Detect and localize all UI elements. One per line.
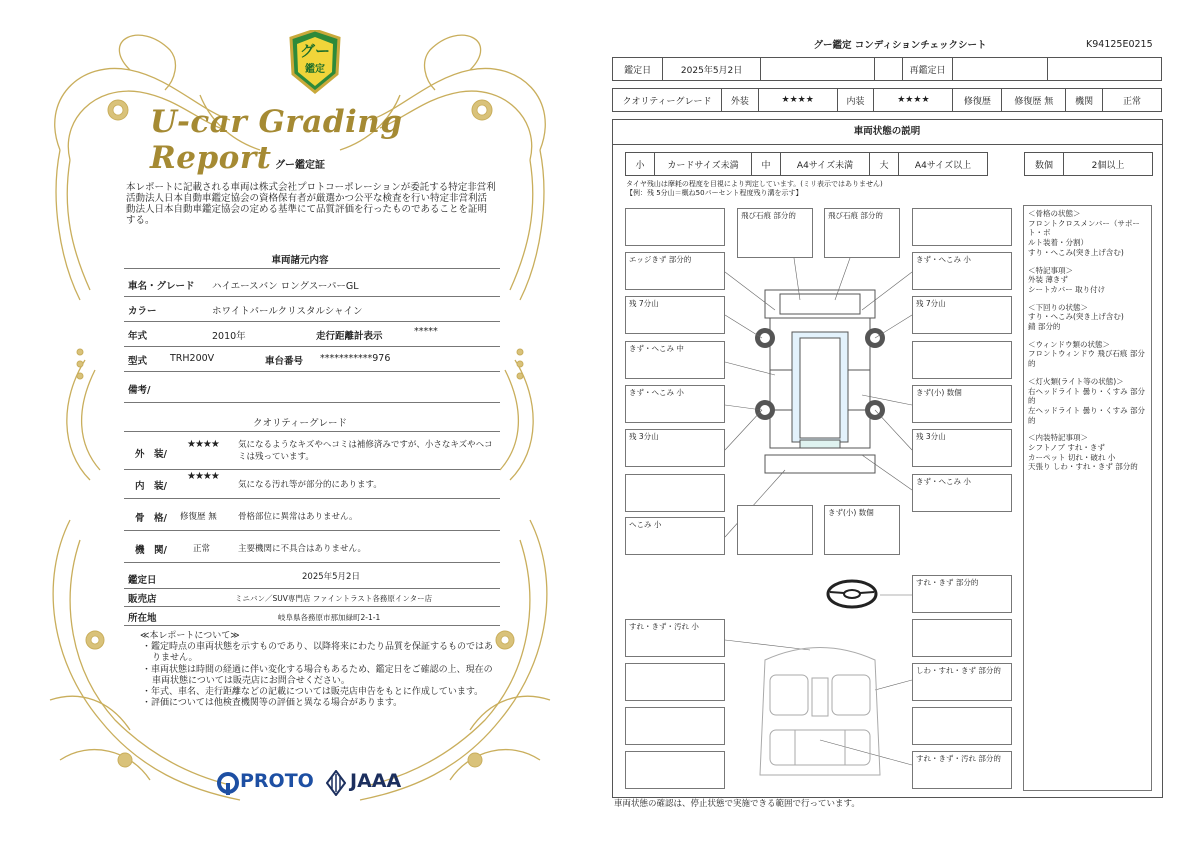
note-item: ・年式、車名、走行距離などの記載については販売店申告をもとに作成しています。 [142,687,484,698]
damage-box [625,208,725,246]
special-note-line: 左ヘッドライト 曇り・くすみ 部分的 [1028,405,1146,425]
damage-box [912,341,1012,379]
divider [124,371,500,372]
interior-stars: ★★★★ [874,89,953,112]
proto-logo-text: PROTO [240,770,314,792]
frame-value: 修復歴 無 [180,512,217,522]
engine-value: 正常 [193,544,211,554]
special-note-line: すり・へこみ(突き上げ含む) [1028,312,1124,322]
steering-wheel-icon [825,578,879,610]
report-notes [140,631,500,709]
steering-box: すれ・きず 部分的 [912,575,1012,613]
divider [124,469,500,470]
special-note-line: 外装 薄きず [1028,275,1068,285]
special-note-line: ＜下回りの状態＞ [1028,302,1088,312]
color-label: カラー [128,306,157,317]
interior-label: 内装 [837,89,874,112]
damage-box-r5: きず(小) 数個 [912,385,1012,423]
report-title: U-car Grading Report [150,104,403,176]
jaaa-logo-text: JAAA [350,770,402,792]
exterior-stars: ★★★★ [187,439,219,450]
special-note-line: シートカバー 取り付け [1028,284,1106,294]
note-item: ・車両状態は時間の経過に伴い変化する場合もあるため、鑑定日をご確認の上、現在の車両状態については販売店にお問合せください。 [142,664,493,686]
interior-box [912,619,1012,657]
exterior-text: 気になるようなキズやヘコミは補修済みですが、小さなキズやヘコミは残っています。 [238,440,493,462]
damage-box-l8: へこみ 小 [625,517,725,555]
note-item: ・評価については他検査機関等の評価と異なる場合があります。 [142,698,403,709]
special-note-line: ＜ウィンドウ類の状態＞ [1028,339,1111,349]
divider [124,562,500,563]
document-id: K94125E0215 [1086,39,1153,50]
sheet-footer-note: 車両状態の確認は、停止状態で実施できる範囲で行っています。 [614,799,860,809]
special-note-line: ＜骨格の状態＞ [1028,209,1081,218]
engine-text: 主要機関に不具合はありません。 [238,544,367,554]
model-value: TRH200V [170,353,215,364]
special-note-line: カーペット 切れ・破れ 小 [1028,452,1116,462]
remarks-label: 備考/ [128,385,151,396]
exterior-label: 外装 [722,89,759,112]
jaaa-logo-icon [326,770,346,796]
quality-grade-label: クオリティーグレード [613,89,722,112]
damage-box-l4: きず・へこみ 中 [625,341,725,379]
badge-line1: グー [299,42,330,60]
frame-text: 骨格部位に異常はありません。 [238,512,358,522]
divider [124,296,500,297]
damage-box-front-right: 飛び石痕 部分的 [824,208,900,258]
spec-section-title: 車両諸元内容 [271,255,329,266]
repair-history-value: 修復歴 無 [1002,89,1066,112]
damage-box-r2: きず・へこみ 小 [912,252,1012,290]
interior-box-r2: しわ・すれ・きず 部分的 [912,663,1012,701]
special-note-line: 右ヘッドライト 曇り・くすみ 部分的 [1028,386,1146,406]
divider [124,431,500,432]
interior-box [625,751,725,789]
dealer-value: ミニバン／SUV専門店 ファイントラスト各務原インター店 [235,594,433,603]
legend-count-desc: 2個以上 [1064,153,1153,176]
repair-history-label: 修復歴 [953,89,1002,112]
special-note-line: シフトノブ すれ・きず [1028,443,1105,453]
divider [124,530,500,531]
interior-box [625,707,725,745]
damage-box [912,208,1012,246]
damage-box-l2: エッジきず 部分的 [625,252,725,290]
notes-title: ≪本レポートについて≫ [140,631,240,641]
vehicle-state-title: 車両状態の説明 [612,119,1162,145]
exterior-label: 外 装/ [135,449,167,460]
legend-small-desc: カードサイズ未満 [655,153,752,176]
divider [124,268,500,269]
special-note-line: ＜特記事項＞ [1028,265,1073,275]
appraisal-date-label: 鑑定日 [128,575,157,586]
reappraisal-label: 再鑑定日 [902,58,953,81]
tire-box-l3: 残 7分山 [625,296,725,334]
vehicle-name-label: 車名・グレード [128,281,195,292]
interior-stars: ★★★★ [187,471,219,482]
year-label: 年式 [128,331,148,342]
frame-label: 骨 格/ [135,513,167,524]
interior-box [912,707,1012,745]
interior-box-l1: すれ・きず・汚れ 小 [625,619,725,657]
vehicle-name-value: ハイエースバン ロングスーパーGL [212,281,359,292]
tire-box-r6: 残 3分山 [912,429,1012,467]
tire-box-l6: 残 3分山 [625,429,725,467]
sheet-title: グー鑑定 コンディションチェックシート [813,40,987,51]
legend-count: 数個 [1025,153,1064,176]
interior-text: 気になる汚れ等が部分的にあります。 [238,480,382,490]
damage-box [625,474,725,512]
legend-large-desc: A4サイズ以上 [899,153,988,176]
chassis-value: ***********976 [320,353,391,364]
mileage-value: ***** [414,326,438,337]
damage-box-l5: きず・へこみ 小 [625,385,725,423]
divider [124,588,500,589]
engine-value: 正常 [1103,89,1162,112]
damage-box-front-left: 飛び石痕 部分的 [737,208,813,258]
special-note-line: フロントウィンドウ 飛び石痕 部分的 [1028,349,1145,369]
color-value: ホワイトパールクリスタルシャイン [212,306,363,317]
special-note-line: すり・へこみ(突き上げ含む) [1028,247,1124,257]
divider [124,346,500,347]
tire-note-line2: 【例：残 5分山＝概ね50パーセント程度残り溝を示す】 [626,189,803,197]
address-value: 岐阜県各務原市那加緑町2-1-1 [278,613,381,622]
engine-label: 機関 [1066,89,1103,112]
divider [124,606,500,607]
interior-box-r4: すれ・きず・汚れ 部分的 [912,751,1012,789]
vehicle-interior-diagram [750,640,890,780]
damage-box-r7: きず・へこみ 小 [912,474,1012,512]
date-value: 2025年5月2日 [663,58,761,81]
special-note-line: ＜灯火類(ライト等の状態)＞ [1028,376,1124,386]
exterior-stars: ★★★★ [758,89,837,112]
divider [124,498,500,499]
model-label: 型式 [128,356,148,367]
damage-box [737,505,813,555]
legend-large: 大 [870,153,899,176]
interior-label: 内 装/ [135,481,167,492]
certificate-statement: 本レポートに記載される車両は株式会社プロトコーポレーションが委託する特定非営利活動法人日本自動車鑑定協会の資格保有者が厳選かつ公平な検査を行い特定非営利活動法人日本自動車鑑定協会の定める基準にて品質評価を行ったものであることを証明する。 [126,182,496,226]
special-note-line: 天張り しわ・すれ・きず 部分的 [1028,462,1138,472]
proto-logo-icon [217,772,239,796]
interior-box [625,663,725,701]
address-label: 所在地 [128,613,157,624]
special-note-line: ＜内装特記事項＞ [1028,433,1088,443]
divider [124,402,500,403]
tire-box-r3: 残 7分山 [912,296,1012,334]
special-note-line: ルト装着・分割） [1028,238,1088,248]
dealer-label: 販売店 [128,594,157,605]
quality-grade-title: クオリティーグレード [252,418,348,429]
divider [124,321,500,322]
legend-medium: 中 [752,153,781,176]
certificate-title: グー鑑定証 [275,160,325,171]
divider [124,625,500,626]
note-item: ・鑑定時点の車両状態を示すものであり、以降将来にわたり品質を保証するものではありません。 [142,642,494,664]
engine-label: 機 関/ [135,545,167,556]
year-value: 2010年 [212,331,246,342]
condition-check-sheet [600,0,1200,848]
date-label: 鑑定日 [613,58,663,81]
special-note-line: フロントクロスメンバー（サポート・ボ [1028,218,1140,238]
legend-small: 小 [626,153,655,176]
chassis-label: 車台番号 [265,356,304,367]
damage-box-rear: きず(小) 数個 [824,505,900,555]
badge-line2: 鑑定 [305,64,325,75]
mileage-label: 走行距離計表示 [316,331,383,342]
legend-medium-desc: A4サイズ未満 [781,153,870,176]
special-note-line: 錆 部分的 [1028,322,1061,332]
tire-note-line1: タイヤ残山は摩耗の程度を目視により判定しています。(ミリ表示ではありません) [626,180,883,188]
appraisal-date-value: 2025年5月2日 [302,572,360,582]
